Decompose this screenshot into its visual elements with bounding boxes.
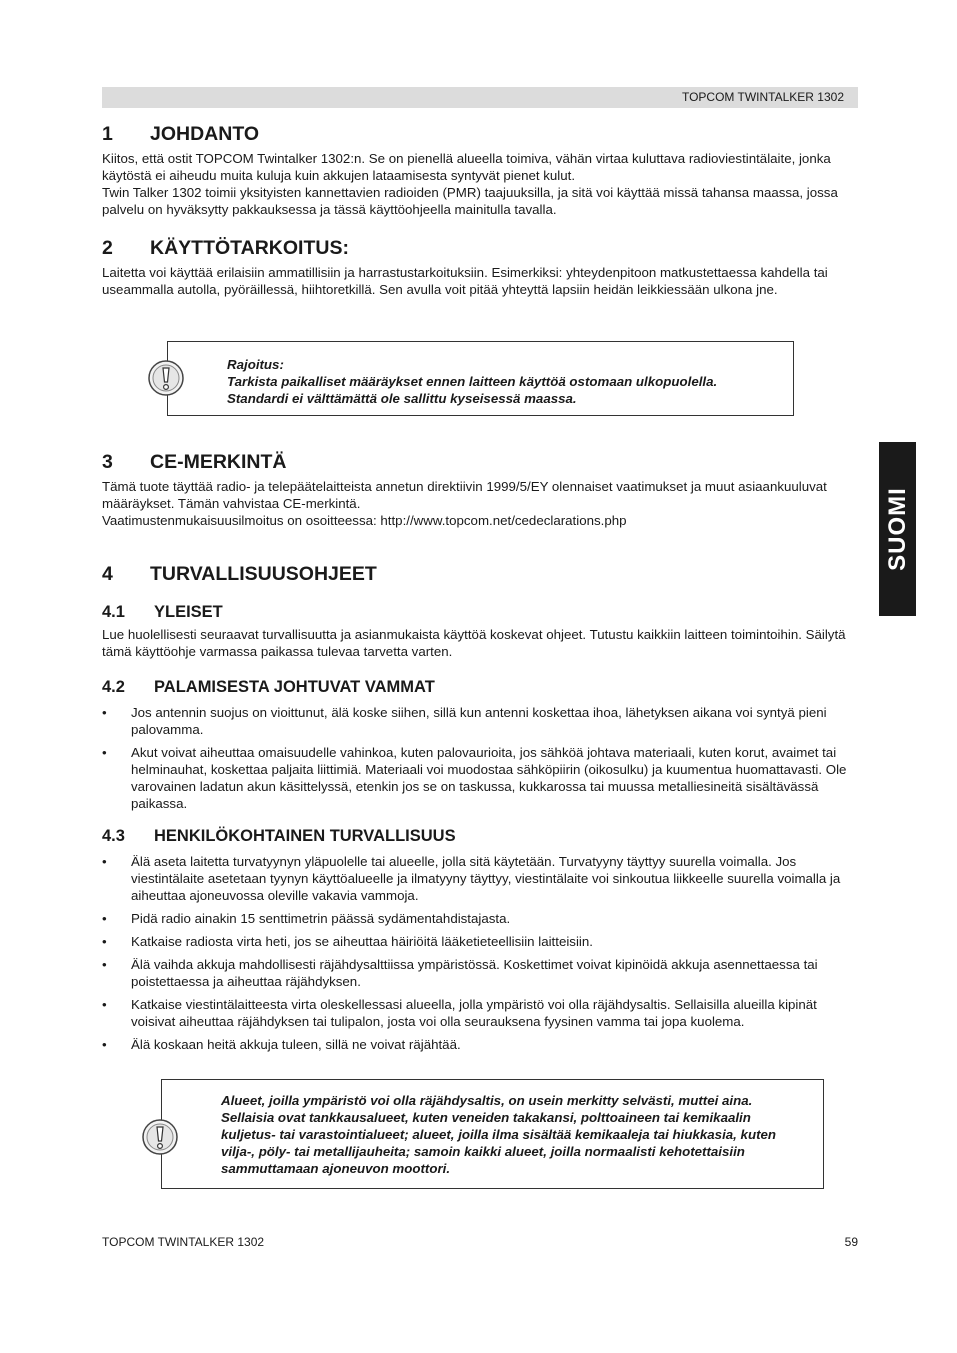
page-number: 59 xyxy=(844,1235,858,1249)
explosive-areas-note-text: Alueet, joilla ympäristö voi olla räjähdysaltis, on usein merkitty selvästi, muttei aina. Sellaisia ovat tankkausalueet, kuten veneiden takakansi, polttoaineen tai kemikaalin kuljetus- tai varastointialueet; alueet, joilla ilma sisältää kemikaaleja tai hiukkasia, kuten vilja-, pöly- tai metallijauheita; samoin kaikki alueet, joilla normaalisti kehotettaisiin sammuttamaan ajoneuvon moottori. xyxy=(221,1093,777,1176)
page-content xyxy=(102,120,858,1059)
section-1-heading: 1 JOHDANTO xyxy=(102,123,260,145)
section-3-paragraph-1: Tämä tuote täyttää radio- ja telepäätelaitteista annetun direktiivin 1999/5/EY olennaiset vaatimukset ja muut asiaankuuluvat määräykset. Tämän vahvistaa CE-merkintä. xyxy=(102,479,827,511)
section-4-3-heading: 4.3 HENKILÖKOHTAINEN TURVALLISUUS xyxy=(102,827,456,845)
language-tab xyxy=(879,442,916,616)
section-2-heading: 2 KÄYTTÖTARKOITUS: xyxy=(102,237,349,259)
section-1-paragraph-1: Kiitos, että ostit TOPCOM Twintalker 1302:n. Se on pienellä alueella toimiva, vähän virtaa kuluttava radioviestintälaite, jonka käytöstä ei aiheudu muita kuluja kuin akkujen lataamisesta syntyvät pienet kulut. xyxy=(102,151,831,183)
section-1-paragraph-2: Twin Talker 1302 toimii yksityisten kannettavien radioiden (PMR) taajuuksilla, ja sitä voi käyttää missä tahansa maassa, jossa palvelu on hyväksytty pakkauksessa ja tässä käyttöohjeella mainitulla tavalla. xyxy=(102,185,838,217)
list-item: • Älä aseta laitetta turvatyynyn yläpuolelle tai alueelle, jolla sitä käytetään. Turvatyyny täyttyy suurella voimalla. Jos viestintälaite asetetaan tyynyn käyttöalueelle ja ilmatyyny täyttyy, viestintälaite voi sinkoutua liikkeelle suurella voimalla ja aiheuttaa ajoneuvossa oleville vakavia vammoja. xyxy=(102,854,841,903)
list-item: • Katkaise radiosta virta heti, jos se aiheuttaa häiriöitä lääketieteellisiin laitteisiin. xyxy=(102,934,593,949)
language-tab-label: SUOMI xyxy=(883,487,911,571)
running-header xyxy=(102,87,858,108)
section-3-paragraph-2: Vaatimustenmukaisuusilmoitus on osoitteessa: http://www.topcom.net/cedeclarations.php xyxy=(102,513,627,528)
restriction-note-title: Rajoitus: xyxy=(227,357,284,372)
list-item: • Älä vaihda akkuja mahdollisesti räjähdysalttiissa ympäristössä. Koskettimet voivat kipinöidä akkuja asennettaessa tai poistettaessa ja aiheuttaa räjähdyksen. xyxy=(102,957,818,989)
footer-title: TOPCOM TWINTALKER 1302 xyxy=(102,1235,265,1249)
section-4-2-heading: 4.2 PALAMISESTA JOHTUVAT VAMMAT xyxy=(102,678,435,696)
section-4-1-paragraph: Lue huolellisesti seuraavat turvallisuutta ja asianmukaista käyttöä koskevat ohjeet. Tutustu kaikkiin laitteen toimintoihin. Säilytä tämä käyttöohje varmassa paikassa tulevaa tarvetta varten. xyxy=(102,627,846,659)
section-4-1-heading: 4.1 YLEISET xyxy=(102,603,223,621)
restriction-note xyxy=(167,341,794,416)
section-4-heading: 4 TURVALLISUUSOHJEET xyxy=(102,563,377,585)
section-3-heading: 3 CE-MERKINTÄ xyxy=(102,451,287,473)
section-2-paragraph-1: Laitetta voi käyttää erilaisiin ammatillisiin ja harrastustarkoituksiin. Esimerkiksi: yhteydenpitoon matkustettaessa kahdella tai useammalla autolla, pyöräillessä, hiihtoretkillä. Sen avulla voit pitää yhteyttä lapsiin heidän leikkiessään ulkona jne. xyxy=(102,265,828,297)
section-4-3-list xyxy=(102,853,858,1053)
header-title: TOPCOM TWINTALKER 1302 xyxy=(681,90,844,104)
explosive-areas-note xyxy=(161,1079,824,1189)
list-item: • Katkaise viestintälaitteesta virta oleskellessasi alueella, jolla ympäristö voi olla räjähdysaltis. Sellaisilla alueilla kipinät voisivat aiheuttaa räjähdyksen tai tulipalon, josta voi olla seurauksena fyysinen vamma tai jopa kuolema. xyxy=(102,997,817,1029)
warning-icon xyxy=(147,359,185,397)
list-item: • Pidä radio ainakin 15 senttimetrin päässä sydämentahdistajasta. xyxy=(102,911,511,926)
section-4-2-list xyxy=(102,704,858,812)
list-item: • Älä koskaan heitä akkuja tuleen, sillä ne voivat räjähtää. xyxy=(102,1037,461,1052)
restriction-note-line-2: Standardi ei välttämättä ole sallittu kyseisessä maassa. xyxy=(227,391,577,406)
restriction-note-line-1: Tarkista paikalliset määräykset ennen laitteen käyttöä ostomaan ulkopuolella. xyxy=(227,374,718,389)
list-item: • Akut voivat aiheuttaa omaisuudelle vahinkoa, kuten palovaurioita, jos sähköä johtava materiaali, kuten korut, avaimet tai helminauhat, koskettaa paljaita liittimiä. Materiaali voi muodostaa sähköpiirin (oikosulku) ja kuumentua huomattavasti. Ole varovainen ladatun akun käsittelyssä, etenkin jos se on taskussa, kukkarossa tai muussa metalliesineitä sisältävässä paikassa. xyxy=(102,745,847,811)
list-item: • Jos antennin suojus on vioittunut, älä koske siihen, sillä kun antenni koskettaa ihoa, lähetyksen aikana voi syntyä pieni palovamma. xyxy=(102,705,827,737)
warning-icon xyxy=(141,1118,179,1156)
